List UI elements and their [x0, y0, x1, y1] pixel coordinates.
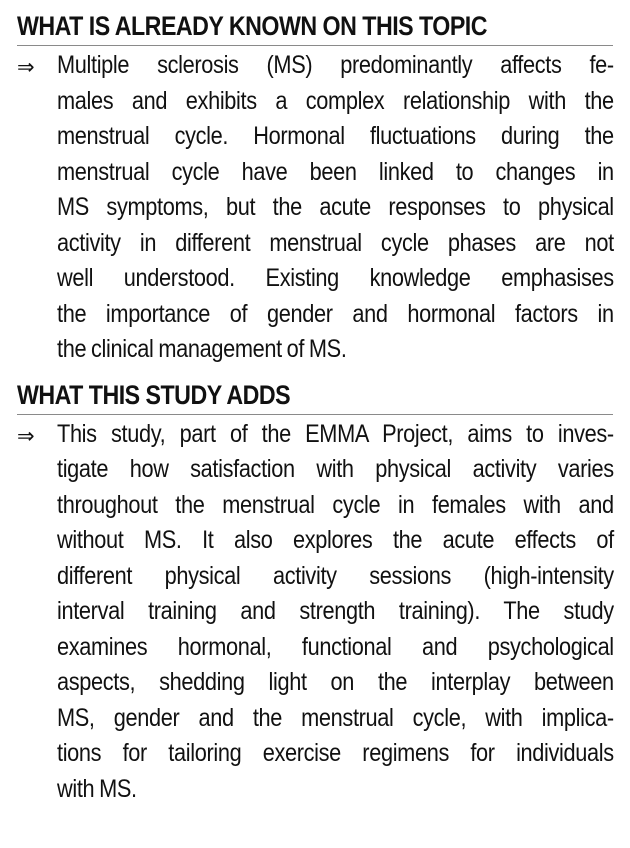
section-divider: [17, 414, 613, 415]
text-line: menstrual cycle have been linked to changes in: [57, 157, 614, 186]
text-line: well understood. Existing knowledge emphasises: [57, 264, 614, 292]
text-line: MS, gender and the menstrual cycle, with implica-: [57, 703, 614, 732]
text-line: interval training and strength training). The study: [57, 597, 614, 625]
text-line: activity in different menstrual cycle phases are not: [57, 228, 614, 257]
text-line: menstrual cycle. Hormonal fluctuations during the: [57, 122, 614, 150]
document-page: [17, 0, 614, 803]
text-line: with MS.: [57, 774, 137, 803]
text-line: aspects, shedding light on the interplay between: [57, 668, 614, 696]
section-heading: WHAT THIS STUDY ADDS: [17, 379, 291, 410]
bullet-item: [17, 48, 613, 368]
double-arrow-icon: ⇒: [17, 423, 35, 448]
text-line: the clinical management of MS.: [57, 335, 347, 363]
double-arrow-icon: ⇒: [17, 55, 35, 79]
text-line: examines hormonal, functional and psychological: [57, 632, 614, 661]
text-line: throughout the menstrual cycle in females with and: [57, 490, 614, 519]
text-line: tions for tailoring exercise regimens for individuals: [57, 739, 614, 767]
text-line: different physical activity sessions (high-intensity: [57, 561, 614, 590]
text-line: This study, part of the EMMA Project, aims to inves-: [57, 419, 614, 448]
section-heading: WHAT IS ALREADY KNOWN ON THIS TOPIC: [17, 11, 488, 41]
text-line: the importance of gender and hormonal factors in: [57, 299, 614, 328]
section-already-known: [17, 10, 613, 368]
bullet-item: [17, 417, 613, 808]
section-divider: [17, 45, 613, 46]
text-line: MS symptoms, but the acute responses to physical: [57, 193, 614, 221]
text-line: tigate how satisfaction with physical activity varies: [57, 455, 614, 483]
text-line: Multiple sclerosis (MS) predominantly affects fe-: [57, 51, 614, 79]
text-line: without MS. It also explores the acute effects of: [57, 526, 614, 554]
section-study-adds: [17, 379, 613, 808]
bullet-paragraph: [57, 417, 613, 808]
text-line: males and exhibits a complex relationship with the: [57, 86, 614, 115]
bullet-paragraph: [57, 48, 613, 368]
